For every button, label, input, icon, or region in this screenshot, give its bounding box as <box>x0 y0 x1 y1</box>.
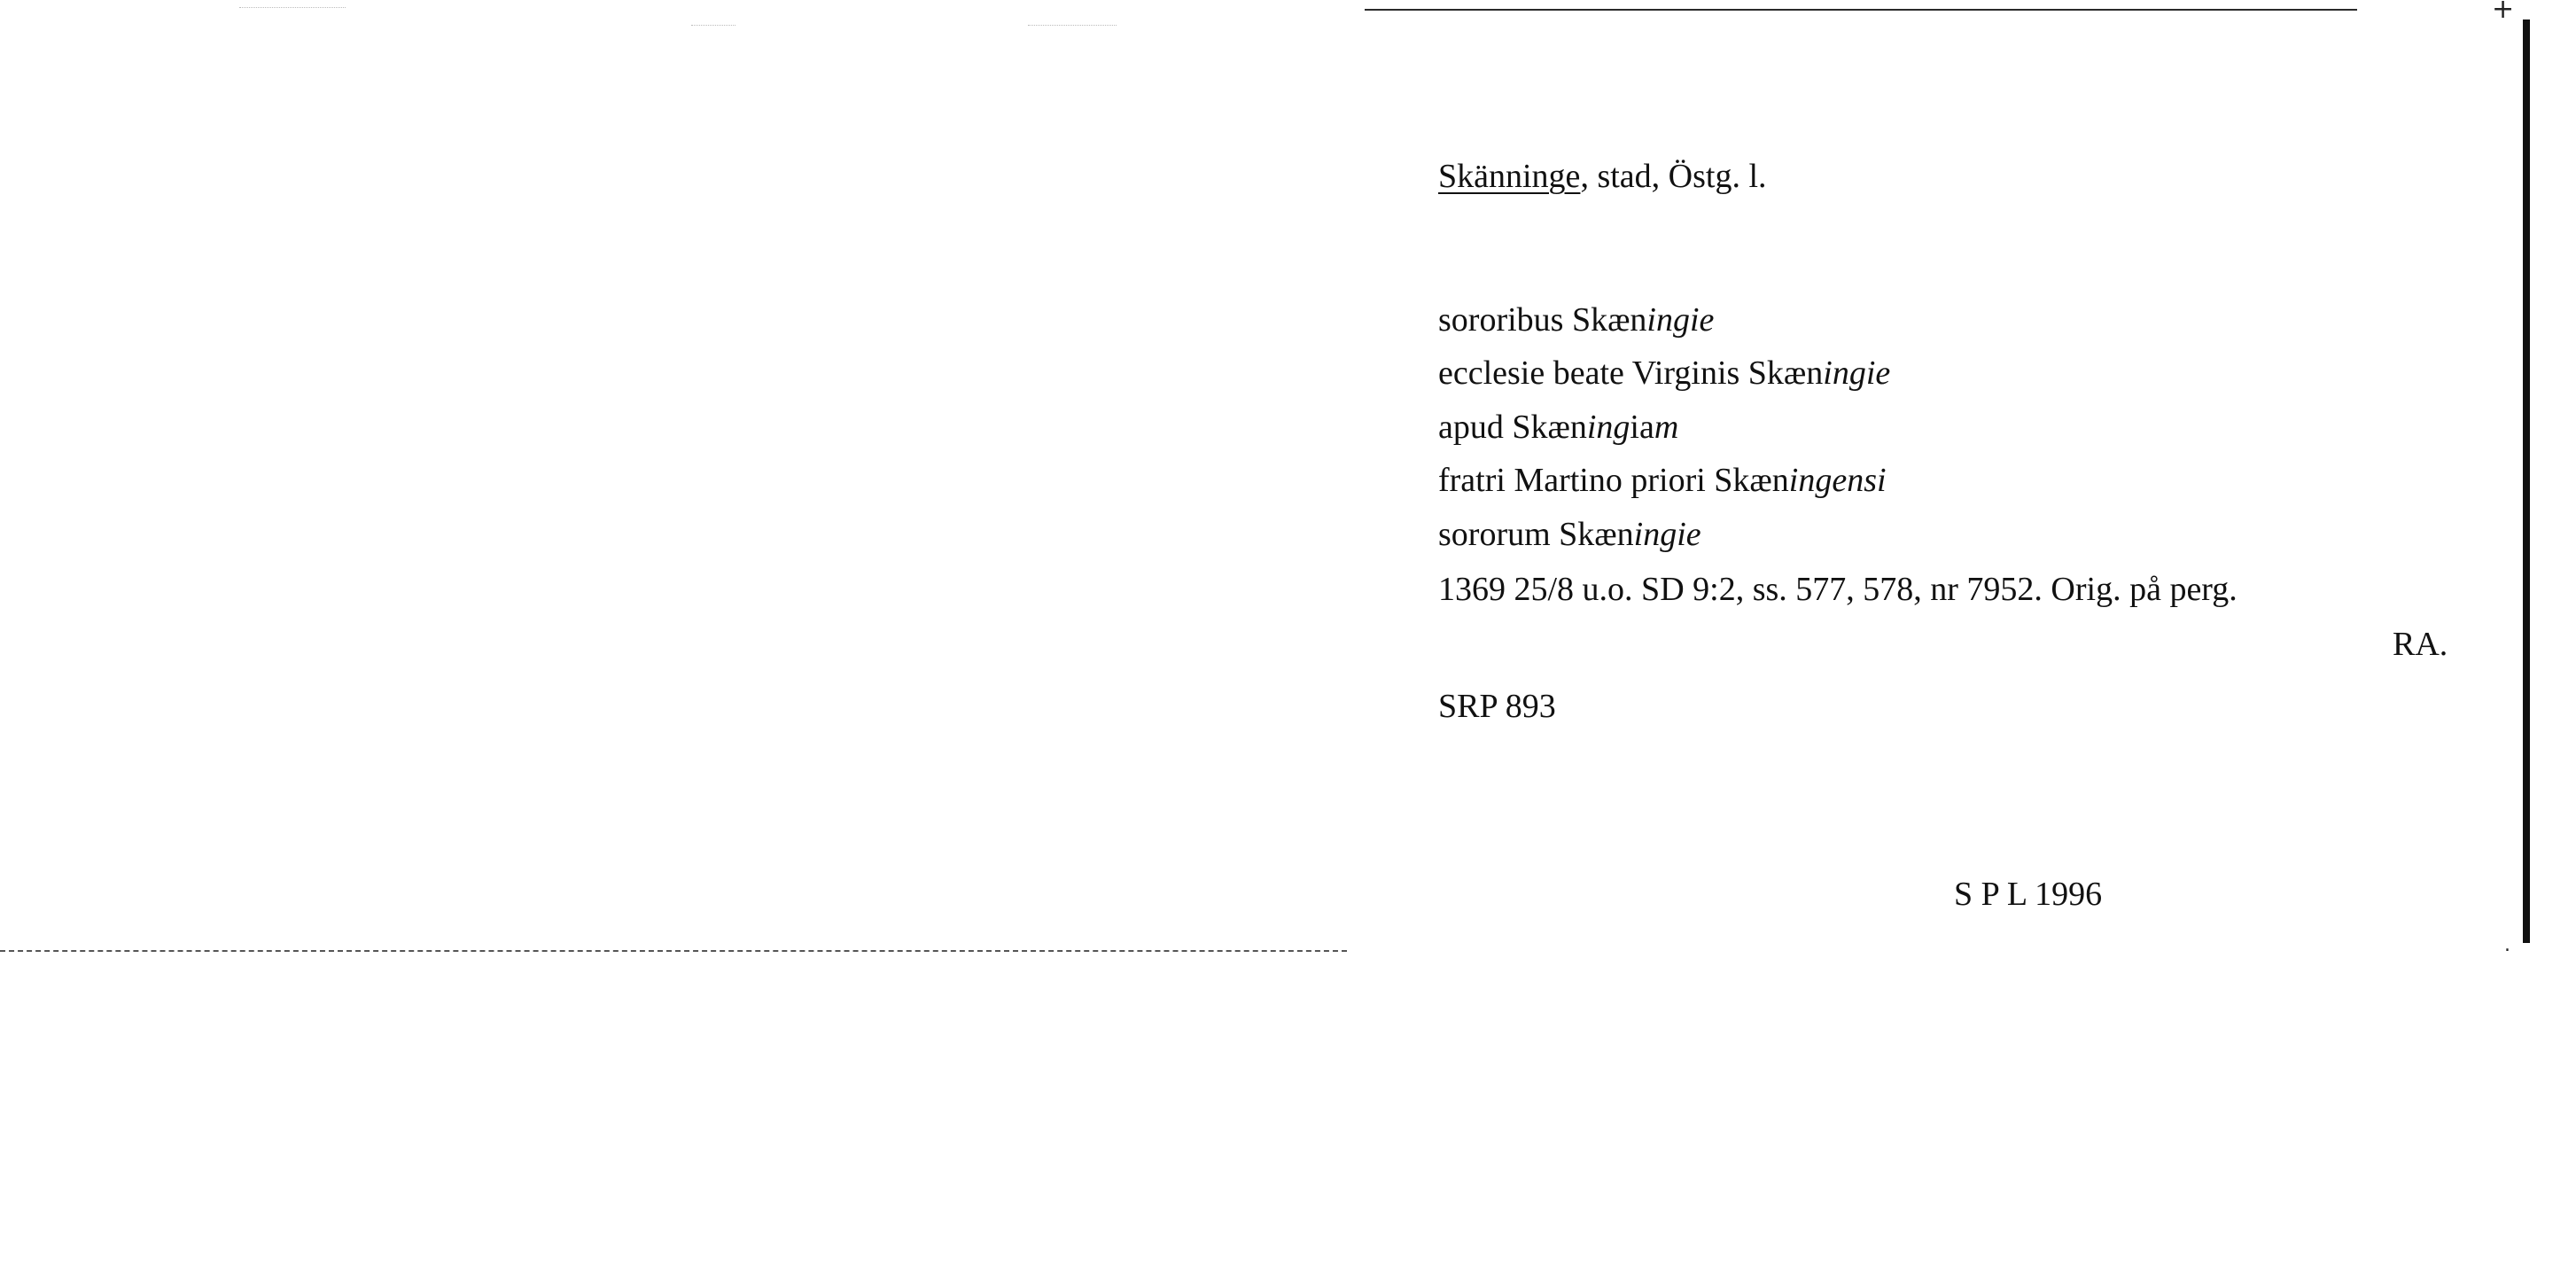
form-line-4: fratri Martino priori Skæningensi <box>1438 462 1887 499</box>
place-name: Skänninge <box>1438 158 1581 195</box>
form-line-1: sororibus Skæningie <box>1438 301 1715 339</box>
card-heading <box>1438 160 1767 193</box>
reference-code: SRP 893 <box>1438 688 1556 725</box>
form-line-3: apud Skæningiam <box>1438 409 1679 446</box>
place-description: , stad, Östg. l. <box>1580 158 1767 195</box>
footer-stamp: S P L 1996 <box>1954 876 2103 913</box>
top-edge-mark-mid <box>691 25 735 26</box>
form-line-5: sororum Skæningie <box>1438 516 1701 553</box>
source-citation: 1369 25/8 u.o. SD 9:2, ss. 577, 578, nr 7952. Orig. på perg. <box>1438 571 2237 608</box>
card-right-edge <box>2523 19 2530 943</box>
top-edge-mark-right <box>1028 25 1117 26</box>
form-line-2: ecclesie beate Virginis Skæningie <box>1438 355 1891 392</box>
corner-plus-mark: + <box>2492 0 2515 25</box>
source-archive: RA. <box>2393 626 2448 663</box>
top-edge-mark-left <box>239 7 346 8</box>
bottom-corner-mark: . <box>2504 934 2510 956</box>
card-bottom-border <box>0 950 1347 952</box>
card-top-border <box>1365 9 2357 11</box>
